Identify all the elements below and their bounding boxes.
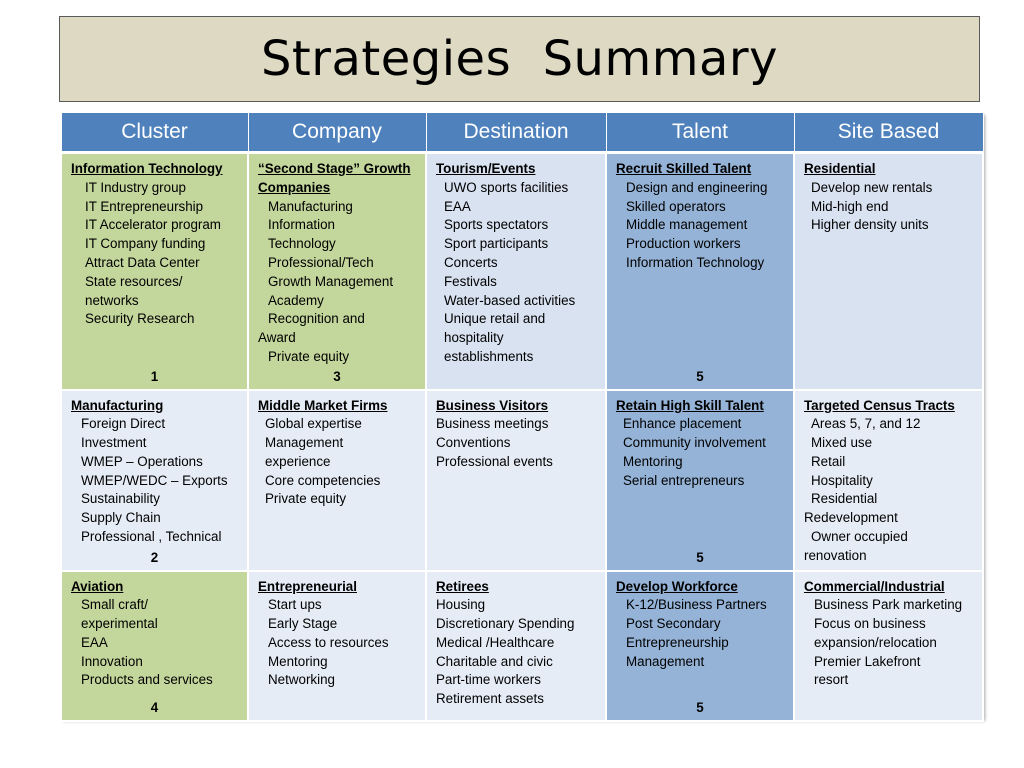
- list-item: Manufacturing: [268, 198, 353, 214]
- cell-number: 4: [150, 699, 159, 715]
- cell-item-list: [616, 415, 785, 490]
- cell-heading: Commercial/Industrial: [804, 578, 945, 594]
- list-item: experience: [265, 453, 331, 469]
- cell-item-list: [616, 596, 785, 671]
- cell-talent: [606, 153, 794, 390]
- list-item: Higher density units: [811, 217, 929, 233]
- list-item: Professional , Technical: [81, 529, 222, 545]
- cell-site-based: [794, 153, 983, 390]
- list-item: Concerts: [444, 254, 498, 270]
- cell-talent: [606, 571, 794, 721]
- list-item: Management: [265, 435, 344, 451]
- list-item: Charitable and civic: [436, 653, 553, 669]
- list-item: networks: [85, 292, 139, 308]
- list-item: Hospitality: [811, 472, 873, 488]
- cell-item-list: [804, 415, 974, 565]
- list-item: Supply Chain: [81, 510, 161, 526]
- cell-item-list: [436, 179, 597, 367]
- list-item: Global expertise: [265, 416, 362, 432]
- list-item: Information Technology: [626, 254, 765, 270]
- list-item: Develop new rentals: [811, 179, 933, 195]
- list-item: Sports spectators: [444, 217, 549, 233]
- list-item: Entrepreneurship: [626, 634, 729, 650]
- cell-number: 3: [333, 368, 341, 384]
- cell-item-list: [258, 596, 417, 690]
- list-item: Security Research: [85, 311, 195, 327]
- cell-heading: Information Technology: [71, 161, 223, 176]
- list-item: Premier Lakefront: [814, 653, 921, 669]
- cell-item-list: [71, 179, 239, 329]
- cell-cluster: [61, 153, 248, 390]
- list-item: Mid-high end: [811, 198, 889, 214]
- list-item: Focus on business: [814, 616, 926, 632]
- list-item: Post Secondary: [626, 616, 721, 632]
- header-row: [61, 113, 983, 153]
- list-item: Mixed use: [811, 435, 873, 451]
- list-item: Private equity: [268, 348, 350, 364]
- cell-heading: “Second Stage” Growth Companies: [258, 161, 411, 195]
- list-item: IT Accelerator program: [85, 217, 221, 233]
- header-site-based: Site Based: [794, 113, 983, 153]
- list-item: Investment: [81, 435, 147, 451]
- list-item: Award: [258, 330, 296, 346]
- list-item: experimental: [81, 616, 158, 632]
- cell-talent: [606, 390, 794, 571]
- list-item: Part-time workers: [436, 672, 541, 688]
- list-item: resort: [814, 672, 849, 688]
- list-item: Sport participants: [444, 236, 549, 252]
- list-item: Retail: [811, 453, 846, 469]
- list-item: Residential: [811, 491, 878, 507]
- list-item: Festivals: [444, 273, 497, 289]
- cell-site-based: [794, 390, 983, 571]
- list-item: renovation: [804, 547, 867, 563]
- list-item: IT Industry group: [85, 179, 186, 195]
- list-item: Mentoring: [623, 453, 683, 469]
- cell-item-list: [804, 179, 974, 235]
- cell-item-list: [71, 596, 239, 690]
- list-item: WMEP – Operations: [81, 453, 203, 469]
- list-item: Skilled operators: [626, 198, 726, 214]
- cell-number: 1: [150, 368, 159, 384]
- list-item: IT Entrepreneurship: [85, 198, 204, 214]
- cell-company: [248, 390, 426, 571]
- list-item: Innovation: [81, 653, 143, 669]
- list-item: Retirement assets: [436, 691, 544, 707]
- list-item: expansion/relocation: [814, 634, 937, 650]
- header-company: Company: [248, 113, 426, 153]
- header-cluster: Cluster: [61, 113, 248, 153]
- list-item: Discretionary Spending: [436, 616, 575, 632]
- list-item: Conventions: [436, 435, 511, 451]
- cell-destination: [426, 571, 606, 721]
- cell-number: 2: [150, 549, 159, 565]
- cell-cluster: [61, 571, 248, 721]
- table-body: [61, 153, 983, 721]
- table-row: [61, 571, 983, 721]
- list-item: Management: [626, 653, 705, 669]
- cell-heading: Retain High Skill Talent: [616, 397, 764, 413]
- list-item: Design and engineering: [626, 179, 768, 195]
- strategies-table: [60, 112, 982, 718]
- slide-title: Strategies Summary: [260, 31, 779, 87]
- cell-item-list: [804, 596, 974, 690]
- cell-number: 5: [696, 699, 704, 715]
- list-item: Community involvement: [623, 435, 766, 451]
- list-item: hospitality: [444, 330, 504, 346]
- cell-heading: Middle Market Firms: [258, 397, 388, 413]
- list-item: Owner occupied: [811, 529, 908, 545]
- list-item: State resources/: [85, 273, 183, 289]
- list-item: Start ups: [268, 597, 322, 613]
- cell-item-list: [436, 596, 597, 709]
- list-item: Core competencies: [265, 472, 381, 488]
- list-item: Business meetings: [436, 416, 549, 432]
- list-item: Sustainability: [81, 491, 160, 507]
- cell-heading: Develop Workforce: [616, 578, 738, 594]
- cell-number: 5: [696, 549, 704, 565]
- list-item: Networking: [268, 672, 335, 688]
- list-item: Academy: [268, 292, 324, 308]
- cell-heading: Aviation: [71, 578, 124, 594]
- table-row: [61, 390, 983, 571]
- cell-number: 5: [696, 368, 704, 384]
- list-item: Business Park marketing: [814, 597, 963, 613]
- summary-table: [60, 112, 984, 722]
- list-item: Medical /Healthcare: [436, 634, 555, 650]
- list-item: Production workers: [626, 236, 741, 252]
- list-item: Products and services: [81, 672, 213, 688]
- list-item: Information: [268, 217, 335, 233]
- list-item: Professional events: [436, 453, 553, 469]
- header-destination: Destination: [426, 113, 606, 153]
- list-item: Technology: [268, 236, 336, 252]
- list-item: IT Company funding: [85, 236, 206, 252]
- list-item: Serial entrepreneurs: [623, 472, 745, 488]
- cell-heading: Entrepreneurial: [258, 578, 357, 594]
- list-item: Unique retail and: [444, 311, 546, 327]
- list-item: Professional/Tech: [268, 254, 374, 270]
- cell-item-list: [258, 198, 417, 367]
- table-row: [61, 153, 983, 390]
- cell-destination: [426, 390, 606, 571]
- cell-company: [248, 153, 426, 390]
- cell-heading: Tourism/Events: [436, 161, 536, 176]
- cell-destination: [426, 153, 606, 390]
- list-item: Middle management: [626, 217, 748, 233]
- list-item: Enhance placement: [623, 416, 742, 432]
- list-item: Growth Management: [268, 273, 394, 289]
- cell-heading: Recruit Skilled Talent: [616, 161, 752, 176]
- header-talent: Talent: [606, 113, 794, 153]
- cell-company: [248, 571, 426, 721]
- list-item: Redevelopment: [804, 510, 898, 526]
- cell-cluster: [61, 390, 248, 571]
- list-item: Private equity: [265, 491, 347, 507]
- list-item: Access to resources: [268, 634, 389, 650]
- cell-item-list: [71, 415, 239, 547]
- list-item: Housing: [436, 597, 486, 613]
- cell-item-list: [258, 415, 417, 509]
- list-item: Small craft/: [81, 597, 148, 613]
- cell-heading: Manufacturing: [71, 397, 164, 413]
- cell-heading: Residential: [804, 161, 876, 176]
- list-item: K-12/Business Partners: [626, 597, 767, 613]
- cell-heading: Business Visitors: [436, 397, 549, 413]
- list-item: Attract Data Center: [85, 254, 200, 270]
- slide-title-box: [59, 16, 980, 102]
- list-item: UWO sports facilities: [444, 179, 569, 195]
- cell-heading: Retirees: [436, 578, 489, 594]
- list-item: establishments: [444, 348, 534, 364]
- list-item: Recognition and: [268, 311, 365, 327]
- list-item: Areas 5, 7, and 12: [811, 416, 921, 432]
- list-item: EAA: [444, 198, 471, 214]
- list-item: Water-based activities: [444, 292, 576, 308]
- list-item: Early Stage: [268, 616, 338, 632]
- cell-heading: Targeted Census Tracts: [804, 397, 955, 413]
- list-item: Mentoring: [268, 653, 328, 669]
- list-item: Foreign Direct: [81, 416, 166, 432]
- cell-item-list: [616, 179, 785, 273]
- list-item: WMEP/WEDC – Exports: [81, 472, 228, 488]
- cell-site-based: [794, 571, 983, 721]
- list-item: EAA: [81, 634, 108, 650]
- cell-item-list: [436, 415, 597, 471]
